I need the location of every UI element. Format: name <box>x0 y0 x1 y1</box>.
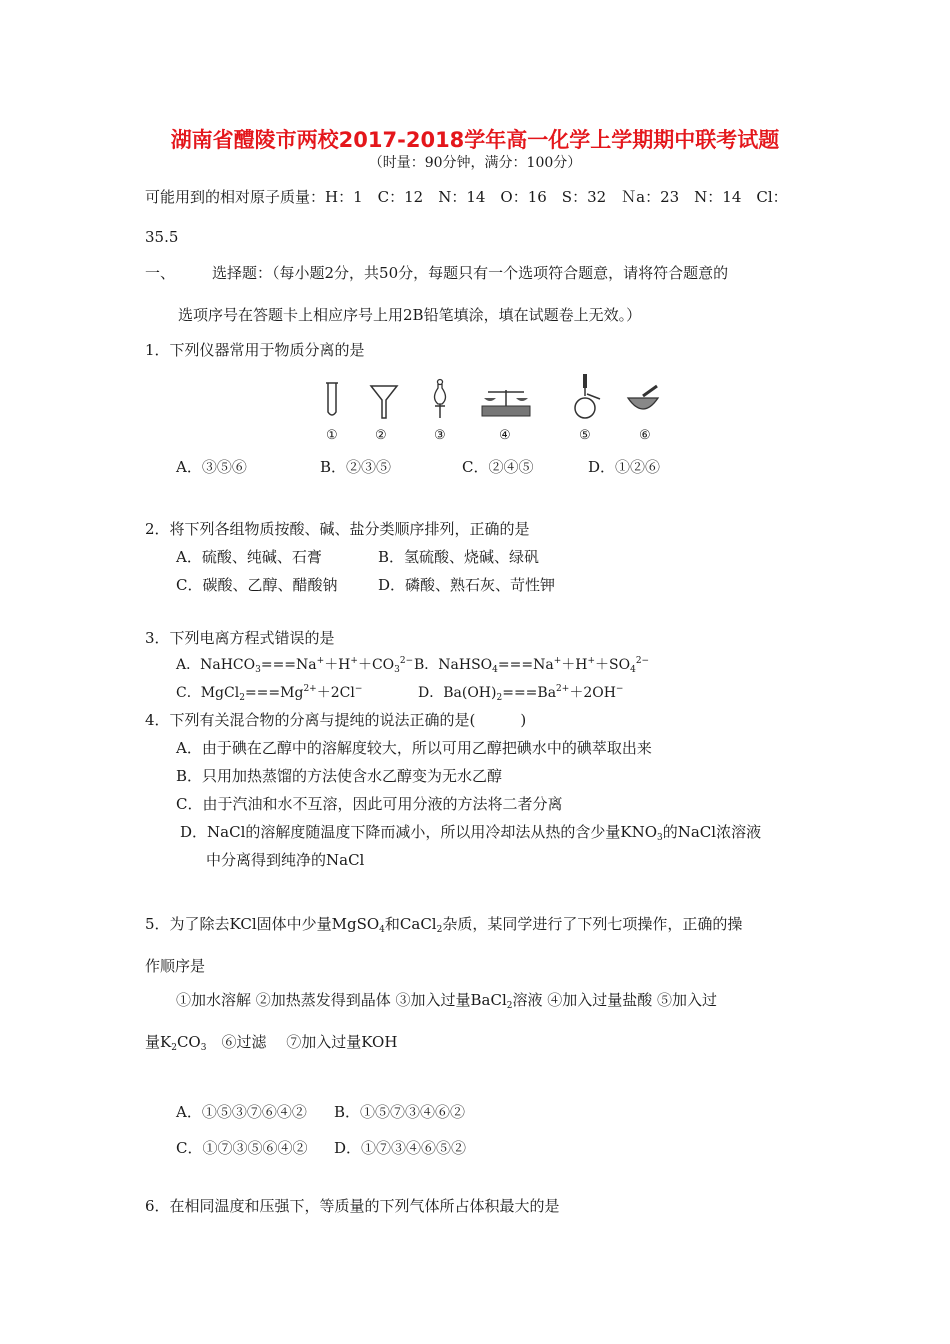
q4-option-a: A．由于碘在乙醇中的溶解度较大，所以可用乙醇把碘水中的碘萃取出来 <box>176 739 652 757</box>
page-title: 湖南省醴陵市两校2017-2018学年高一化学上学期期中联考试题 <box>170 128 780 152</box>
separatory-funnel-icon <box>428 378 452 420</box>
q5-operations-line1: ①加水溶解 ②加热蒸发得到晶体 ③加入过量BaCl$_2$溶液 ④加入过量盐酸 ⑤加入过 <box>176 991 718 1011</box>
q1-option-a: A．③⑤⑥ <box>176 458 247 476</box>
q4-option-c: C．由于汽油和水不互溶，因此可用分液的方法将二者分离 <box>176 795 563 813</box>
instrument-label-3: ③ <box>434 428 446 443</box>
q2-stem: 2．将下列各组物质按酸、碱、盐分类顺序排列，正确的是 <box>145 520 530 538</box>
q5-operations-line2: 量$K_2CO_3$ ⑥过滤 ⑦加入过量KOH <box>145 1033 398 1053</box>
instrument-label-4: ④ <box>499 428 511 443</box>
q2-option-d: D．磷酸、熟石灰、苛性钾 <box>378 576 556 594</box>
section-number: 一、 <box>145 264 176 282</box>
q3-option-a: A．$NaHCO_3===Na^++H^++CO_3^{2-}$ <box>176 656 414 675</box>
q4-option-b: B．只用加热蒸馏的方法使含水乙醇变为无水乙醇 <box>176 767 503 785</box>
instrument-label-2: ② <box>375 428 387 443</box>
q5-option-b: B．①⑤⑦③④⑥② <box>334 1103 466 1121</box>
instrument-label-1: ① <box>326 428 338 443</box>
q1-option-d: D．①②⑥ <box>588 458 661 476</box>
section-instructions-line1: 选择题：（每小题2分，共50分，每题只有一个选项符合题意，请将符合题意的 <box>212 264 729 282</box>
q6-stem: 6．在相同温度和压强下，等质量的下列气体所占体积最大的是 <box>145 1197 560 1215</box>
q1-option-b: B．②③⑤ <box>320 458 392 476</box>
mortar-and-pestle-icon <box>625 384 661 418</box>
q5-option-c: C．①⑦③⑤⑥④② <box>176 1139 308 1157</box>
funnel-icon <box>368 382 400 420</box>
q2-option-a: A．硫酸、纯碱、石膏 <box>176 548 322 566</box>
q2-option-b: B．氢硫酸、烧碱、绿矾 <box>378 548 540 566</box>
q3-option-c: C．$MgCl_2===Mg^{2+}+2Cl^-$ <box>176 684 363 703</box>
atomic-masses-line1: 可能用到的相对原子质量：H：1 C：12 N：14 O：16 S：32 Ｎa：23 N：14 Cl： <box>145 188 788 206</box>
subtitle: （时量：90分钟，满分：100分） <box>368 155 582 171</box>
atomic-masses-line2: 35.5 <box>145 228 179 246</box>
instrument-label-6: ⑥ <box>639 428 651 443</box>
q5-option-d: D．①⑦③④⑥⑤② <box>334 1139 467 1157</box>
distillation-flask-icon <box>570 372 602 420</box>
q2-option-c: C．碳酸、乙醇、醋酸钠 <box>176 576 338 594</box>
section-instructions-line2: 选项序号在答题卡上相应序号上用2B铅笔填涂，填在试题卷上无效。） <box>178 306 642 324</box>
q1-option-c: C．②④⑤ <box>462 458 534 476</box>
q1-stem: 1．下列仪器常用于物质分离的是 <box>145 341 365 359</box>
q4-option-d-line2: 中分离得到纯净的NaCl <box>206 851 365 869</box>
q5-option-a: A．①⑤③⑦⑥④② <box>176 1103 307 1121</box>
q4-option-d-line1: D．NaCl的溶解度随温度下降而减小，所以用冷却法从热的含少量$KNO_3$的NaCl浓溶液 <box>180 823 762 843</box>
q3-option-b: B．$NaHSO_4===Na^++H^++SO_4^{2-}$ <box>414 656 650 675</box>
q4-stem: 4．下列有关混合物的分离与提纯的说法正确的是( ) <box>145 711 527 729</box>
instrument-label-5: ⑤ <box>579 428 591 443</box>
q5-stem-line2: 作顺序是 <box>145 957 206 975</box>
test-tube-icon <box>322 380 342 420</box>
q3-option-d: D．$Ba(OH)_2===Ba^{2+}+2OH^-$ <box>418 684 624 703</box>
balance-scale-icon <box>478 384 534 418</box>
q5-stem-line1: 5．为了除去KCl固体中少量MgSO$_4$和CaCl$_2$杂质，某同学进行了下列七项操作，正确的操 <box>145 915 743 935</box>
q3-stem: 3．下列电离方程式错误的是 <box>145 629 335 647</box>
